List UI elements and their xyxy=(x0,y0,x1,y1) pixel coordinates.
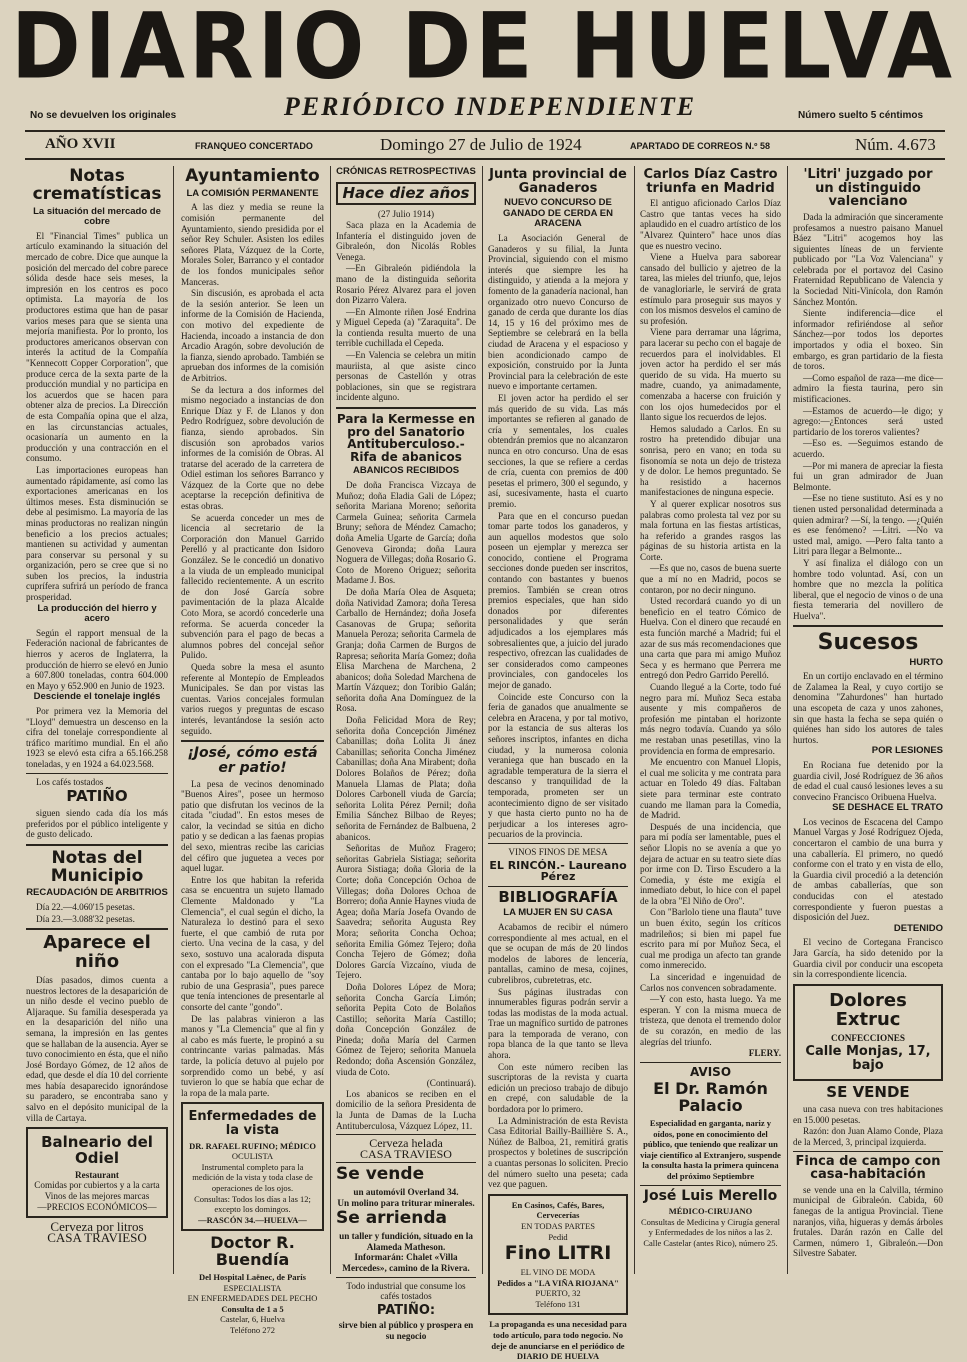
ad-line: CASA TRAVIESO xyxy=(47,1229,147,1245)
article-paragraph: —Eso es. —Seguimos estando de acuerdo. xyxy=(793,438,943,459)
masthead xyxy=(6,0,961,100)
column-rule xyxy=(634,166,635,1274)
article-paragraph: Días pasados, dimos cuenta a nuestros lectores de la desaparición de un niño desde el vecino pueblo de Aljaraque. Su familia desesperada ya en la desaparición del niño una semana, la impresión en las gentes que se hallaban de la ausencia. Ayer se tuvo conocimiento en ésta, que el niño José Bordayo Gómez, de 12 años de edad, que desde el día 10 del corriente mes había desaparecido ignorándose su paradero, se encontraba sano y salvo en el depósito municipal de la villa de Cartaya. xyxy=(26,974,169,1123)
article-paragraph: La sinceridad e ingenuidad de Carlos nos convencen sobradamente. xyxy=(640,972,781,993)
advertisement xyxy=(26,1127,168,1218)
ad-line: Comidas por cubiertos y a la carta xyxy=(34,1180,160,1191)
ad-subtitle: Restaurant xyxy=(75,1169,119,1180)
article-paragraph: Sus páginas ilustradas con innumerables figuras podrán servir a todas las modistas de la moda actual. Trae un magnífico surtido de patrones para la temporada de verano, con ropa blanca de la que tanto se lleva ahora. xyxy=(488,986,628,1061)
article-headline: ¡José, cómo está er patio! xyxy=(187,745,318,776)
article-paragraph: Los abanicos se reciben en el domicilio de la señora Presidenta de la Junta de Damas de la Lucha Antituberculosa, Vázquez López, 11. xyxy=(336,1088,476,1131)
ad-headline: Fino LITRI xyxy=(504,1242,612,1265)
ad-line: un automóvil Overland 34. xyxy=(353,1187,459,1198)
article-subheadline: SE DESHACE EL TRATO xyxy=(832,802,943,814)
column-rule xyxy=(787,166,788,1274)
article-subheadline: ABANICOS RECIBIDOS xyxy=(352,465,460,477)
article-paragraph: Se acuerda conceder un mes de licencia al secretario de la Corporación don Manuel Garrido Perelló y al practicante don Isidoro González. Se le concedió un donativo a la viuda de un empleado municipal fallecido recientemente. A un escrito de don José García sobre pavimentación de la plaza Alcalde Coto Mora, se acordó concederle una reforma. Se acuerda conceder la subvención para el pago de becas a alumnos pobres del concejal señor Pulido. xyxy=(181,512,324,661)
divider xyxy=(181,740,324,742)
ad-line: Pedid xyxy=(548,1231,568,1242)
divider xyxy=(793,625,943,627)
ad-headline: Enfermedades de la vista xyxy=(188,1109,317,1138)
article-subheadline: HURTO xyxy=(909,656,943,668)
ad-line: EL VINO DE MODA xyxy=(520,1267,596,1278)
article-paragraph: Viene para derramar una lágrima, para lacerar su pecho con el bagaje de recuerdos para el inolvidables. El joven actor ha perdido el ser más querido de su vida. Ha muerto su madre, cuando, ya animadamente, comenzaba a hacerse con fruición y con los ojos humedecidos por el llanto sigue los recuerdos de lejos. xyxy=(640,327,781,423)
advertisement xyxy=(181,1102,324,1231)
article-subheadline: POR LESIONES xyxy=(871,745,943,757)
ad-line: VINOS FINOS DE MESA xyxy=(508,846,608,857)
article-subheadline: LA MUJER EN SU CASA xyxy=(503,907,613,919)
divider xyxy=(26,773,168,774)
article-signature: FLERY. xyxy=(748,1048,781,1059)
ad-line: un taller y fundición, situado en la Alameda Matheson. xyxy=(339,1231,473,1252)
article-subheadline: DETENIDO xyxy=(893,922,943,934)
article-paragraph: Saca plaza en la Academia de Infantería el distinguido joven de Gibraleón, don Nicolás Robles Venega. xyxy=(336,219,476,262)
note-left: No se devuelven los originales xyxy=(30,110,177,121)
ad-line: una casa nueva con tres habitaciones en 15.000 pesetas. xyxy=(793,1104,943,1125)
column-rule xyxy=(330,166,331,1274)
ad-headline: SE VENDE xyxy=(826,1083,910,1102)
ad-line: Los cafés tostados xyxy=(36,776,104,787)
article-paragraph: Hemos saludado a Carlos. En su rostro ha pretendido dibujar una sonrisa, pero en vano; en toda su fisonomía se nota un dejo de tristeza y de dolor. Le hemos preguntado. Se ha resistido a hacernos manifestaciones de ninguna especie. xyxy=(640,423,781,498)
divider xyxy=(488,886,628,887)
article-paragraph: De doña Francisca Vizcaya de Muñoz; doña Eladia Gali de López; señorita Mariana Moreno; señorita Carmela Guinea; señorita Carmela Bruny; señora de Méndez Camacho; doña Amelia Ugarte de García; doña Genoveva Gironda; doña Laura Noguera de Villegas; doña Rosario G. Coto de Moreno Origuez; señorita Madame J. Bos. xyxy=(336,480,476,586)
article-paragraph: —En Gibraleón pidiéndola la mano de la distinguida señorita Rosario Pérez Alvarez para el joven don Pizarro Valera. xyxy=(336,263,476,306)
article-paragraph: Las importaciones europeas han aumentado rápidamente, así como las exportaciones americanas en los últimos meses. Esta disminución se debe al pesimismo. La mayoría de las minas productoras no realizan ningún beneficio a los precios actuales; mantienen su actividad y aumentan para conservar su personal y su organización, pero se cree que si no suben los precios, la industria cuprífera sufrirá un período de franca prosperidad. xyxy=(26,464,168,603)
article-paragraph: —En Almonte riñen José Endrina y Miguel Cepeda (a) "Zaraquita". De la contienda resulta muerto de una terrible cuchillada el Cepeda. xyxy=(336,306,476,349)
article-headline: Sucesos xyxy=(817,630,919,656)
advertisement xyxy=(336,1138,476,1159)
article-paragraph: Se da lectura a dos informes del mismo negociado a instancias de don Enrique Díaz y F. de Llanos y don Pedro Rodríguez, sobre devolución de fianza, siendo aprobados. Sin discusión son aprobados varios informes de la comisión de Obras. Al tratarse del acerado de la carretera de Odiel estiman los señores Barranco y Vázquez de la Corte que no debe aceptarse la recepción definitiva de estas obras. xyxy=(181,384,324,512)
ad-line: Pedidos a "LA VIÑA RIOJANA" xyxy=(497,1277,619,1288)
ad-subtitle: MÉDICO-CIRUJANO xyxy=(668,1206,753,1217)
ad-line: ESPECIALISTA xyxy=(223,1282,282,1293)
article-paragraph: Día 22.—4.060'15 pesetas. xyxy=(36,901,135,912)
divider xyxy=(336,1277,476,1278)
apartado-note: APARTADO DE CORREOS N.º 58 xyxy=(630,141,770,151)
article-paragraph: Doña Dolores López de Mora; señorita Concha García Limón; señorita Pepita Coto de Bolaños Castillo; señorita María Castillo; doña Concepción González de Pineda; doña María del Carmen Gómez de Tejero; señorita Manuela Redondo; doña Ascensión González, viuda de Coto. xyxy=(336,981,476,1077)
article-paragraph: —Por mi manera de apreciar la fiesta fui un gran admirador de Juan Belmonte. xyxy=(793,460,943,492)
column-3 xyxy=(336,166,476,1342)
article-paragraph: —Estamos de acuerdo—le digo; y agrego:—¿Entonces será usted partidario de los toreros valientes? xyxy=(793,405,943,437)
article-paragraph: —Es que no, casos de buena suerte que a mí no en Madrid, pocos se contaron, por no decir ninguno. xyxy=(640,563,781,595)
article-paragraph: Con este número reciben las suscriptoras de la revista y cuarta edición un precioso trabajo de dibujo en crepé, con saludable de la bordadora por lo primero. xyxy=(488,1061,628,1115)
ad-line: EN ENFERMEDADES DEL PECHO xyxy=(187,1293,318,1304)
ad-line: Un molino para triturar minerales. xyxy=(337,1197,475,1208)
subtitle-row xyxy=(0,92,967,132)
article-paragraph: Doña Felicidad Mora de Rey; señorita doña Concepción Jiménez Cabanillas; doña Lolita Ji ánez Cabanillas; señorita Concha Jiménez Cabanillas; doña Ana Mirabent; doña Dolores Bolaños de Pérez; doña Manuela Llamas de Plata; doña Dolores Carbonell viuda de García; señorita Lolita Pérez Pernil; doña Emilia Sánchez Bilbao de Reyes; señorita de Fernández de Balbuena, 2 abanicos. xyxy=(336,715,476,842)
ad-line: sirve bien al público y prospera en su negocio xyxy=(338,1320,474,1342)
ad-line: Calle Castelar (antes Rico), número 25. xyxy=(643,1238,778,1248)
ad-line: Consultas de Medicina y Cirugía general y Enfermedades de los niños a las 2. xyxy=(640,1216,781,1238)
ad-headline: El Dr. Ramón Palacio xyxy=(653,1079,768,1116)
article-paragraph: Por primera vez la Memoria del "Lloyd" demuestra un descenso en la cifra del tonelaje correspondiente al tráfico marítimo mundial. En el año 1923 se elevó esta cifra a 65.166.258 toneladas, y en 1924 a 64.023.568. xyxy=(26,706,168,769)
ad-line: Especialidad en garganta, nariz y oídos, pone en conocimiento del público, que teniendo que realizar un viaje científico al Extranjero, suspende la consulta hasta la primera quincena del próximo Septiembre xyxy=(640,1117,781,1181)
article-subheadline: NUEVO CONCURSO DE GANADO DE CERDA EN ARACENA xyxy=(503,197,613,230)
article-paragraph: A las diez y media se reune la comisión permanente del Ayuntamiento, siendo presidida por el señor Rey Schuler. Asisten los ediles señores Plata, Vázquez de la Corte, Morales Soler, Barranco y el contador de los fondos municipales señor Manceras. xyxy=(181,202,324,287)
ad-subtitle: Del Hospital Laënec, de París xyxy=(199,1271,306,1282)
ad-line: Vinos de las mejores marcas xyxy=(44,1190,150,1201)
advertisement xyxy=(793,984,943,1082)
ad-line: PUERTO, 32 xyxy=(535,1288,581,1299)
franqueo-note: FRANQUEO CONCERTADO xyxy=(195,141,313,151)
ad-headline: PATIÑO: xyxy=(376,1302,436,1318)
article-paragraph: —Y con esto, hasta luego. Ya me esperan. Y con la misma mueca de tristeza, que denota el tremendo dolor de su corazón, en medio de las alegrías del triunfo. xyxy=(640,994,781,1047)
article-paragraph: De las palabras vinieron a las manos y "La Clemencia" que al fin y al cabo es más fuerte, le propinó a su contrincante varias palmadas. Más tarde, la policía detuvo al pujelo por sorprendido como un bebé, y así tuvieron lo que se había que echar de la ropa de la mala parte. xyxy=(181,1013,324,1098)
ad-line: —RASCÓN 34.—HUELVA— xyxy=(198,1214,307,1225)
divider xyxy=(488,843,628,844)
column-1 xyxy=(26,166,168,1274)
divider xyxy=(26,844,168,846)
article-paragraph: —En Valencia se celebra un mitin mauriista, al que asiste cinco personas de Castellón y otras poblaciones, sin que se registrara incidente alguno. xyxy=(336,350,476,403)
article-paragraph: —Ese no tiene sustituto. Así es y no tienen usted personalidad determinada a quien admirar? —Sí, la tengo. —¿Quién es ese fenómeno? —Litri. —No va usted mal, amigo. —Pero falta tanto a Litri para llegar a Belmonte... xyxy=(793,493,943,557)
divider xyxy=(336,1134,476,1135)
article-paragraph: Y así finaliza el diálogo con un hombre todo voluntad. Así, con un hombre que no mezcla la política liberal, que el negocio de vinos o de una fiesta temeraria del novillero de Huelva". xyxy=(793,557,943,621)
article-paragraph: Dada la admiración que sinceramente profesamos a nuestro paisano Manuel Báez "Litri" acogemos hoy las siguientes líneas de un ferviente publicado por "La Voz Valenciana" y celebrada por el portavoz del Casino Fraternidad Republicano de Valencia y la Sociedad Niti-Vinícola, don Ramón Sánchez Montón. xyxy=(793,211,943,307)
article-date: (27 Julio 1914) xyxy=(377,209,435,220)
ad-line: Instrumental completo para la medición de la vista y toda clase de operaciones de los ojos. xyxy=(192,1161,313,1193)
ad-subtitle: OCULISTA xyxy=(231,1151,274,1162)
article-headline: BIBLIOGRAFÍA xyxy=(498,887,618,906)
article-paragraph: Día 23.—3.088'32 pesetas. xyxy=(36,913,135,924)
article-paragraph: Sin discusión, es aprobada el acta de la sesión anterior. Se leen un informe de la Comisión de Hacienda, con motivo del expediente de Hacienda, incoado a instancia de don Arcadio Aragón, sobre devolución de la fianza, siendo aprobado. También se aprueban dos informes de la comisión de Arbitrios. xyxy=(181,288,324,383)
article-headline: Hace diez años xyxy=(342,183,470,202)
ad-headline: Finca de campo con casa-habitación xyxy=(795,1153,941,1183)
ad-line: Informarán: Chalet «Villa Mercedes», camino de la Rivera. xyxy=(342,1252,470,1274)
ad-line: Consultas: Todos los días a las 12; excepto los domingos. xyxy=(194,1193,311,1215)
article-subheadline: La producción del hierro y acero xyxy=(37,602,157,625)
divider xyxy=(26,928,168,930)
article-paragraph: Me encuentro con Manuel Llopis, el cual me solicita y me contrata para actuar en Toledo 49 días. Faltaban siete para terminar este contrato cuando me llaman para la Comedia, de Madrid. xyxy=(640,757,781,821)
column-rule xyxy=(173,166,174,1274)
ad-line: Razón: don Juan Alamo Conde, Plaza de la Merced, 3, principal izquierda. xyxy=(793,1126,943,1147)
ad-headline: AVISO xyxy=(689,1064,732,1079)
article-paragraph: En un cortijo enclavado en el término de Zalamea la Real, y cuyo cortijo se denomina "Zahurdones" han hurtado una escopeta de caza y unos zahones, sin que hasta la fecha se sepa quién o quiénes han sido los autores de tales hurtos. xyxy=(793,671,943,745)
article-paragraph: Señoritas de Muñoz Fragero; señoritas Gabriela Sistiaga; señorita Aurora Sistiaga; doña Gloria de la Corte; doña Concepción Ochoa de Villegas; doña Dolores Ochoa de Borrero; doña Annie Haynes viuda de Agea; doña María Josefa Ovando de Saavedra; señorita Augusta Rey Mora; señorita Concha Ochoa; señorita Emilia Gómez Tejero; doña Concha Tejero de Gómez; doña Dolores García Vizcaíno, viuda de Tejero. xyxy=(336,843,476,981)
note-right: Número suelto 5 céntimos xyxy=(798,110,924,121)
article-paragraph: Cuando llegué a la Corte, todo fué negro para mí. Muñoz Seca estaba ausente y mis compañeros de profesión me pintaban el horizonte más negro todavía. Cuando ya sólo me restaban unas pesetillas, vino la providencia en forma de empresario. xyxy=(640,682,781,756)
article-paragraph: Usted recordará cuando yo di un beneficio en el teatro Cómico de Huelva. Con el dinero que recaudé en esta función marché a Madrid; fui el azar de sus más recomendaciones que una carta que para mi amigo Muñoz Seca y es hermano que Perrera me entregó don Pedro Garrido Perelló. xyxy=(640,596,781,681)
advertisement xyxy=(488,1194,628,1316)
ad-subtitle: CONFECCIONES xyxy=(830,1032,906,1043)
ad-line: Consulta de 1 a 5 xyxy=(221,1303,284,1314)
divider xyxy=(336,1162,476,1163)
ad-headline: Dolores Extruc xyxy=(829,989,907,1030)
article-paragraph: La Administración de esta Revista Casa Editorial Bailly-Baillière S. A., Núñez de Balboa, 21, remitirá gratis prospectos y boletines de suscripción a cuantas personas lo soliciten. Precio del número suelto una peseta; cada vez que paguen. xyxy=(488,1115,628,1190)
ad-line: Teléfono 272 xyxy=(230,1324,275,1335)
article-paragraph: El joven actor ha perdido el ser más querido de su vida. Las más importantes se refieren al ganado de cría y sementales, los cuales obtendrán premios que no alcanzaron nunca en otro concurso. Una de esas secciones, la que se refiere a cerdas de cría, cuenta con premios de 400 pesetas el primero, 300 el segundo, y así, sucesivamente, hasta el cuarto premio. xyxy=(488,392,628,509)
section-label: CRÓNICAS RETROSPECTIVAS xyxy=(336,166,476,177)
article-paragraph: Siente indiferencia—dice el informador refiriéndose al señor Sánchez—por todos los deportes importados y odia el boxeo. Sin embargo, es gran partidario de la fiesta de toros. xyxy=(793,308,943,372)
advertisement xyxy=(181,1235,324,1335)
ad-line: La propaganda es una necesidad para todo artículo, para todo negocio. No deje de anunciarse en el periódico de DIARIO DE HUELVA xyxy=(489,1319,627,1362)
article-headline: Notas crematísticas xyxy=(32,166,162,204)
article-headline: Ayuntamiento xyxy=(185,166,320,186)
article-headline: Aparece el niño xyxy=(43,932,151,973)
column-4 xyxy=(488,166,628,1362)
article-continuation: (Continuará). xyxy=(426,1078,476,1089)
dateline xyxy=(25,130,945,160)
column-2 xyxy=(181,166,324,1335)
headline-box xyxy=(336,182,476,206)
column-6 xyxy=(793,166,943,1274)
ad-subtitle: DR. RAFAEL RUFINO; MÉDICO xyxy=(189,1140,316,1151)
article-paragraph: Para que en el concurso puedan tomar parte todos los ganaderos, y aun aquellos modestos que solo poseen un ejemplar y merezca ser conocido, contiene el Programa secciones donde pueden ser inscritos, contando con bastantes y buenos premios. También se crean otros premios especiales, que han sido donados por diferentes personalidades y que serán adjudicados a los ejemplares más sobresalientes que, a juicio del jurado respectivo, ofrezcan las cualidades de ser considerados como campeones provinciales, con gandoceles los mejor de ganado. xyxy=(488,510,628,690)
article-headline: Carlos Díaz Castro triunfa en Madrid xyxy=(643,167,778,196)
ad-line: siguen siendo cada día los más preferidos por el público inteligente y de gusto delicado. xyxy=(26,807,168,840)
advertisement xyxy=(26,1219,168,1245)
article-paragraph: Después de una incidencia, que para mí podía ser lamentable, pues el señor Llopis no se avenía a que yo dejara de actuar en su teatro siete días por irme con D. Tirso Escudero a la Comedia, y éste me exigía el inmediato debut, lo hice con el papel de la obra "El Niño de Oro". xyxy=(640,821,781,906)
article-paragraph: En Rociana fue detenido por la guardia civil, José Rodríguez de 36 años de edad el cual causó lesiones leves a su convecino Francisco Oribuena Huelva. xyxy=(793,759,943,802)
article-paragraph: —Como español de raza—me dice—admiro la fiesta taurina, pero sin mistificaciones. xyxy=(793,372,943,405)
article-headline: 'Litri' juzgado por un distinguido valenciano xyxy=(803,167,933,210)
article-paragraph: Acabamos de recibir el número correspondiente al mes actual, en el que se ocupan de más de 20 lindos modelos de labores de lencería, pantallas, camino de mesa, cojines, cubrelibros, cubretetras, etc. xyxy=(488,921,628,985)
ad-line: CASA TRAVIESO xyxy=(360,1146,452,1161)
article-subheadline: LA COMISIÓN PERMANENTE xyxy=(186,187,319,199)
ad-line: Cerveza por litros xyxy=(50,1219,144,1235)
ad-headline: José Luis Merello xyxy=(643,1187,778,1204)
issue-date: Domingo 27 de Julio de 1924 xyxy=(380,135,582,154)
article-paragraph: Queda sobre la mesa el asunto referente al Montepío de Empleados Municipales. Se dan por vistas las cuentas. Varios concejales formulan varios ruegos y preguntas de escaso interés, levantándose la sesión acto seguido. xyxy=(181,661,324,736)
article-paragraph: Viene a Huelva para saborear cansado del bullicio y ajetreo de la tarea, las mieles del triunfo, que, lejos de vanagloriarle, le servirá de grata estímulo para proseguir sus mayos y con los mismos desvelos el camino de su profesión. xyxy=(640,252,781,326)
article-paragraph: Coincide este Concurso con la feria de ganados que anualmente se celebra en Aracena, y por tal motivo, por la estancia de sus alteras los señores inscriptos, infantes en dicha ciudad, y la numerosa colonia veraniega que han buscado en la agradable temperatura de la sierra el descanso y tranquilidad de la temporada, prometen ser un acontecimiento digno de ser visitado y que hasta cierto punto no ha de perjudicar a los intereses agro-pecuarios de la provincia. xyxy=(488,691,628,840)
article-paragraph: El vecino de Cortegana Francisco Jara García, ha sido detenido por la Guardia civil por conducir una escopeta sin la correspondiente licencia. xyxy=(793,937,943,980)
divider xyxy=(640,1185,781,1186)
article-subheadline: Desciende el tonelaje inglés xyxy=(33,691,161,703)
article-subheadline: RECAUDACIÓN DE ARBITRIOS xyxy=(26,887,168,899)
ad-headline: EL RINCÓN.- Laureano Pérez xyxy=(489,858,627,884)
article-paragraph: Entre los que habitan la referida casa se encuentra un sujeto llamado Clemente Maldonado y "La Clemencia", el cual según el dicho, la Naturaleza lo destinó para el sexo fuerte, el que cambió de ruta por cierto. Una vecina de la casa, y del sexo, sostuvo una acalorada disputa con el expresado "La Clemencia", que cantaba por lo bajo aquello de "soy rubio de una Gesprasia", pues parece que tenía intenciones de presentarle al consorte del cante "gondo". xyxy=(181,874,324,1012)
article-headline: Notas del Municipio xyxy=(50,847,144,886)
article-paragraph: El antiguo aficionado Carlos Díaz Castro que tantas veces ha sido aplaudido en el cuadro artístico de los "Alvarez Quintero" hace unos días que es nuestro vecino. xyxy=(640,198,781,251)
article-paragraph: La pesa de vecinos denominado "Buenos Aires", posee un hermoso patio que disfrutan los vecinos de la citada "ciudad". En estos meses de calor, la vecindad se sitúa en dicho patio y se dedican a las faenas propias del sexo, mientras recibe las caricias del céfiro que juguetea a veces por aquel lugar. xyxy=(181,778,324,874)
column-5 xyxy=(640,166,781,1274)
ad-line: EN TODAS PARTES xyxy=(521,1220,595,1231)
issue-year: AÑO XVII xyxy=(45,136,116,152)
article-paragraph: Con "Barlolo tiene una flauta" tuve un buen éxito, según los críticos madrileños; si bien mi papel fue escrito para mí por Muñoz Seca, el cual me prodiga un afecto tan grande como inmerecido. xyxy=(640,907,781,971)
ad-headline: PATIÑO xyxy=(66,787,128,806)
column-rule xyxy=(482,166,483,1274)
ad-line: Castelar, 6, Huelva xyxy=(220,1314,285,1325)
divider xyxy=(640,1062,781,1063)
issue-number: Núm. 4.673 xyxy=(855,135,936,154)
ad-line: se vende una en la Calvilla, término municipal de Gibraleón. Cabida, 60 fanegas de la antigua Provincial. Tiene naranjos, viña, higueras y demás árboles frutales. Darán razón en Calle del Carmen, número 1, Gibraleón.—Don Silvestre Sabater. xyxy=(793,1184,943,1259)
newspaper-subtitle: PERIÓDICO INDEPENDIENTE xyxy=(283,92,697,121)
ad-line: —PRECIOS ECONÓMICOS— xyxy=(37,1201,157,1212)
ad-headline: Balneario del Odiel xyxy=(41,1133,153,1167)
article-headline: Para la Kermesse en pro del Sanatorio Antituberculoso.-Rifa de abanicos xyxy=(336,412,476,464)
ad-headline: Se arrienda xyxy=(336,1208,448,1229)
article-subheadline: La situación del mercado de cobre xyxy=(33,205,161,228)
article-paragraph: Los vecinos de Escacena del Campo Manuel Vargas y José Rodríguez Ojeda, concertaron el cambio de una burra y una caballería. El primero, no quedó conforme con el trato y en vista de ello, la Guardia civil procedió a la detención de ambas caballerías, que son conducidas con el atestado correspondiente y fueron puestas a disposición del Juez. xyxy=(793,816,943,923)
article-paragraph: De doña María Olea de Asqueta; doña Natividad Zamora; doña Teresa Carballo de Hernández; doña Josefa Casanovas de Grupa; señorita Manuela Peroza; señorita Carmela de Granja; doña Carmen de Burgos de Rapresa; señorita María Gomez; doña Elisa Marchena de Marchena, 2 abanicos; doña Soledad Marchena de Martín Vázquez; don Toribio Galán; señorita doña Ana Domínguez de la Rosa. xyxy=(336,586,476,714)
article-paragraph: La Asociación General de Ganaderos y su filial, la Junta Provincial, siguiendo con el mismo interés que siempre les ha distinguido, y atienda a la mejora y fomento de la ganadería nacional, han organizado otro nuevo Concurso de ganado de cerda que durante los días 14, 15 y 16 del próximo mes de Septiembre se celebrará en la bella ciudad de Aracena y el espacioso y bien acondicionado campo de exposición, construido por la Junta Provincial para la celebración de este nuevo e importante certamen. xyxy=(488,233,628,392)
ad-headline: Doctor R. Buendía xyxy=(210,1233,295,1270)
divider xyxy=(336,407,476,409)
ad-line: Cerveza helada xyxy=(369,1136,443,1151)
newspaper-title: DIARIO DE HUELVA xyxy=(10,0,957,99)
ad-line: Todo industrial que consume los cafés tostados xyxy=(346,1280,466,1302)
article-paragraph: El "Financial Times" publica un artículo examinando la situación del mercado de cobre. Dice que aunque la posición del mercado del cobre parece sólida desde hace seis meses, la impresión en los centros es poco optimista. La mayoría de los productores estima que han de pasar varios meses para que se sienta una mejoría manifiesta. Por lo pronto, los productores americanos observan con interés la actitud de la Compañía "Kennecott Copper Corporation", que produce cerca de la sexta parte de la producción mundial y no participa en los acuerdos que se hacen para obtener alza de precios. La Dirección de esta Compañía opina que el alza, en las circunstancias actuales, ocasionaría un aumento en la producción y una contracción en el consumo. xyxy=(26,230,168,464)
ad-line: En Casinos, Cafés, Bares, Cervecerías xyxy=(511,1199,605,1221)
ad-headline: Se vende xyxy=(336,1164,425,1185)
article-paragraph: Y al querer explicar nosotros sus palabras como prolesta tal vez por su mala fortuna en las fiestas artísticas, ha referido a grandes rasgos las páginas de su historia artista en la Corte. xyxy=(640,498,781,562)
ad-line: Calle Monjas, 17, bajo xyxy=(805,1044,931,1073)
article-headline: Junta provincial de Ganaderos xyxy=(489,167,627,196)
divider xyxy=(793,1151,943,1152)
article-paragraph: Según el rapport mensual de la Federación nacional de fabricantes de hierros y aceros de Inglaterra, la producción de hierro se elevó en Junio a 607.800 toneladas, contra 604.000 en Mayo y 652.900 en Junio de 1923. xyxy=(26,627,168,691)
ad-line: Teléfono 131 xyxy=(535,1298,581,1309)
